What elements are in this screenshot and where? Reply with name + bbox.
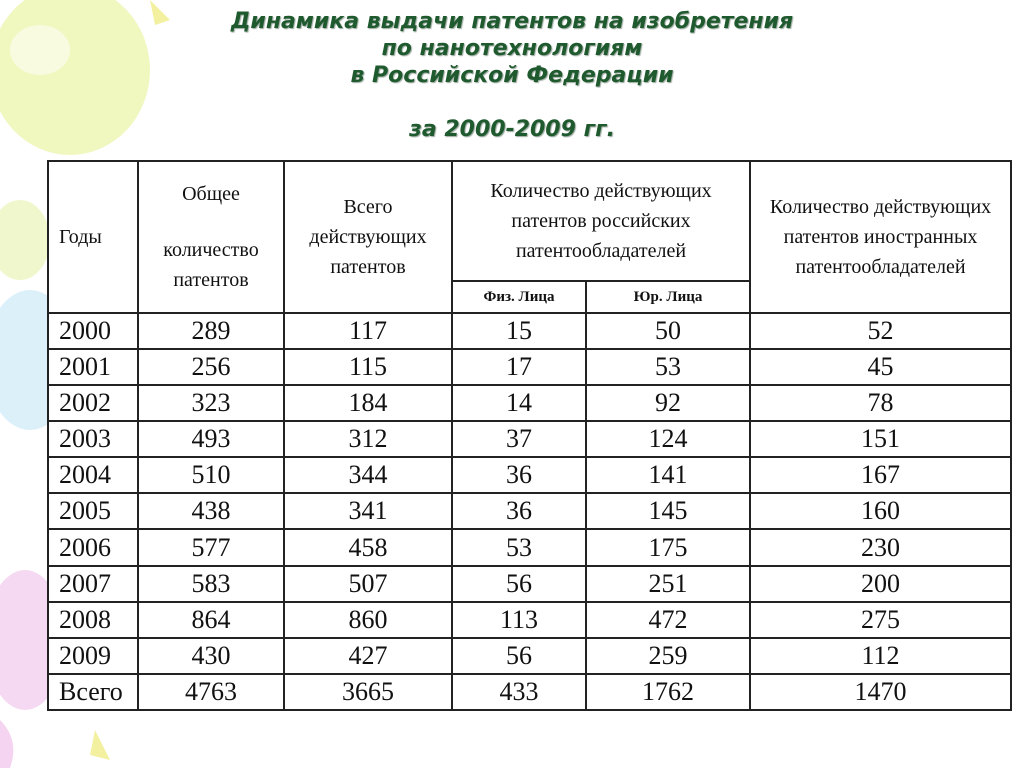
header-total-patents	[138, 161, 284, 313]
cell-legal: 251	[586, 566, 750, 602]
cell-active: 458	[284, 529, 452, 565]
table-header-row	[48, 161, 1011, 281]
page-title	[0, 8, 1024, 143]
cell-active: 344	[284, 457, 452, 493]
cell-active: 427	[284, 638, 452, 674]
cell-phys: 53	[452, 529, 586, 565]
cell-year: 2005	[48, 493, 138, 529]
cell-total: 289	[138, 313, 284, 349]
cell-total: 577	[138, 529, 284, 565]
cell-phys: 17	[452, 349, 586, 385]
table-row	[48, 602, 1011, 638]
patents-table-container	[47, 160, 1010, 711]
cell-phys: 14	[452, 385, 586, 421]
table-row	[48, 493, 1011, 529]
cell-foreign: 112	[750, 638, 1011, 674]
cell-active: 117	[284, 313, 452, 349]
cell-phys: 36	[452, 457, 586, 493]
cell-phys: 36	[452, 493, 586, 529]
cell-total: 430	[138, 638, 284, 674]
cell-legal: 259	[586, 638, 750, 674]
cell-active: 507	[284, 566, 452, 602]
header-individuals: Физ. Лица	[452, 281, 586, 313]
cell-total: 438	[138, 493, 284, 529]
cell-active: 860	[284, 602, 452, 638]
cell-total: 510	[138, 457, 284, 493]
cell-phys: 56	[452, 566, 586, 602]
cell-total: 256	[138, 349, 284, 385]
cell-year: 2003	[48, 421, 138, 457]
header-active-total: Всего действующих патентов	[284, 161, 452, 313]
cell-total: 493	[138, 421, 284, 457]
cell-total: 323	[138, 385, 284, 421]
cell-foreign: 230	[750, 529, 1011, 565]
cell-foreign: 160	[750, 493, 1011, 529]
header-russian-holders: Количество действующих патентов российских патентообладателей	[452, 161, 750, 281]
cell-foreign: 200	[750, 566, 1011, 602]
header-legal-entities: Юр. Лица	[586, 281, 750, 313]
cell-legal: 472	[586, 602, 750, 638]
table-row	[48, 566, 1011, 602]
cell-foreign: 167	[750, 457, 1011, 493]
header-foreign-holders: Количество действующих патентов иностранных патентообладателей	[750, 161, 1011, 313]
cell-total: 4763	[138, 674, 284, 710]
cell-phys: 37	[452, 421, 586, 457]
cell-active: 341	[284, 493, 452, 529]
cell-year: 2004	[48, 457, 138, 493]
header-total-line2: количество патентов	[163, 239, 259, 291]
cell-legal: 124	[586, 421, 750, 457]
cell-total: 583	[138, 566, 284, 602]
table-row	[48, 421, 1011, 457]
cell-legal: 92	[586, 385, 750, 421]
cell-phys: 113	[452, 602, 586, 638]
cell-year: 2009	[48, 638, 138, 674]
cell-foreign: 45	[750, 349, 1011, 385]
cell-foreign: 52	[750, 313, 1011, 349]
cell-active: 184	[284, 385, 452, 421]
title-line-3: в Российской Федерации	[350, 63, 674, 88]
table-row	[48, 529, 1011, 565]
cell-year: 2002	[48, 385, 138, 421]
cell-legal: 53	[586, 349, 750, 385]
cell-legal: 175	[586, 529, 750, 565]
title-line-2: по нанотехнологиям	[381, 36, 643, 61]
cell-legal: 145	[586, 493, 750, 529]
cell-foreign: 1470	[750, 674, 1011, 710]
table-row	[48, 313, 1011, 349]
cell-year: 2000	[48, 313, 138, 349]
table-row	[48, 385, 1011, 421]
cell-legal: 1762	[586, 674, 750, 710]
cell-legal: 141	[586, 457, 750, 493]
header-total-line1: Общее	[182, 183, 240, 205]
cell-year: 2006	[48, 529, 138, 565]
cell-year: 2001	[48, 349, 138, 385]
cell-active: 312	[284, 421, 452, 457]
cell-foreign: 275	[750, 602, 1011, 638]
cell-foreign: 78	[750, 385, 1011, 421]
cell-year: 2007	[48, 566, 138, 602]
cell-phys: 56	[452, 638, 586, 674]
patents-table	[47, 160, 1012, 711]
table-row	[48, 349, 1011, 385]
cell-total: 864	[138, 602, 284, 638]
cell-year: 2008	[48, 602, 138, 638]
header-years: Годы	[48, 161, 138, 313]
cell-phys: 15	[452, 313, 586, 349]
cell-legal: 50	[586, 313, 750, 349]
cell-phys: 433	[452, 674, 586, 710]
cell-active: 115	[284, 349, 452, 385]
cell-foreign: 151	[750, 421, 1011, 457]
title-period: за 2000-2009 гг.	[409, 117, 615, 142]
table-row	[48, 457, 1011, 493]
cell-active: 3665	[284, 674, 452, 710]
table-row	[48, 638, 1011, 674]
cell-year: Всего	[48, 674, 138, 710]
title-line-1: Динамика выдачи патентов на изобретения	[230, 9, 794, 34]
table-total-row	[48, 674, 1011, 710]
